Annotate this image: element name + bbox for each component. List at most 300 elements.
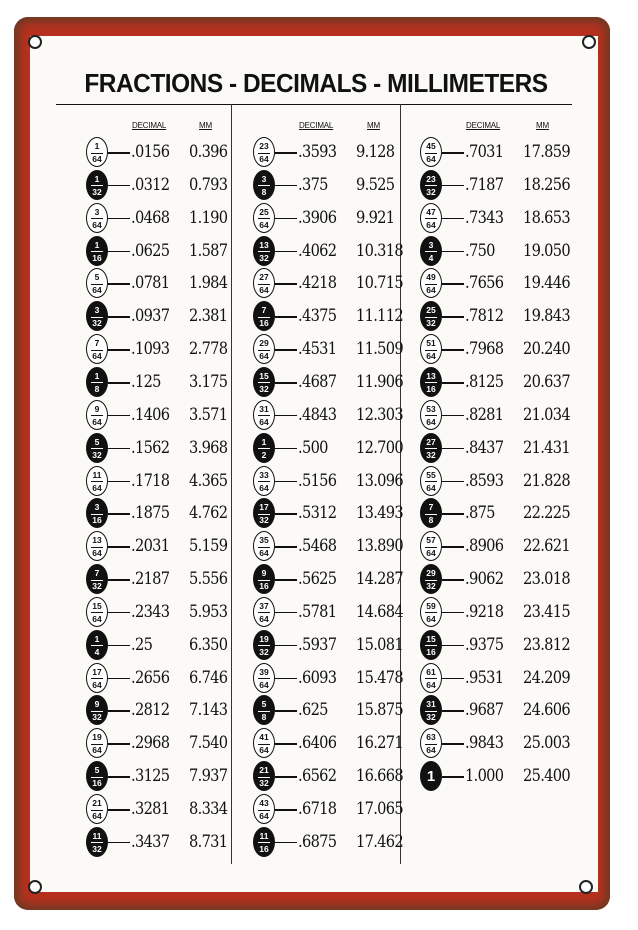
fraction-numerator: 3 bbox=[94, 305, 100, 316]
fraction-denominator: 64 bbox=[92, 416, 102, 427]
mm-value: 3.175 bbox=[189, 371, 228, 392]
decimal-value: .2031 bbox=[131, 536, 170, 557]
fraction-denominator: 64 bbox=[426, 219, 436, 230]
table-row bbox=[0, 597, 638, 629]
decimal-value: .750 bbox=[465, 240, 495, 261]
fraction-denominator: 32 bbox=[259, 383, 269, 394]
table-row bbox=[0, 794, 638, 826]
leader-line bbox=[442, 481, 464, 483]
fraction-numerator: 19 bbox=[259, 633, 269, 644]
fraction-numerator: 21 bbox=[92, 798, 102, 808]
decimal-value: .8281 bbox=[465, 404, 504, 425]
decimal-header-col1: DECIMAL bbox=[132, 121, 167, 130]
decimal-value: .6718 bbox=[298, 799, 337, 819]
fraction-numerator: 19 bbox=[92, 732, 102, 743]
fraction-denominator: 64 bbox=[426, 679, 436, 690]
fraction-badge bbox=[420, 268, 442, 298]
fraction-denominator: 64 bbox=[259, 416, 269, 427]
fraction-denominator: 64 bbox=[259, 219, 269, 230]
decimal-value: .2187 bbox=[131, 569, 170, 590]
decimal-value: .9687 bbox=[465, 700, 504, 721]
mm-value: 10.715 bbox=[356, 273, 404, 294]
mm-header-col2: MM bbox=[367, 121, 380, 130]
decimal-value: .5781 bbox=[298, 601, 337, 622]
fraction-denominator: 64 bbox=[259, 745, 269, 756]
mm-value: 19.050 bbox=[523, 240, 571, 261]
fraction-bar bbox=[425, 678, 437, 679]
decimal-value: .8593 bbox=[465, 470, 504, 491]
fraction-denominator: 64 bbox=[259, 548, 269, 559]
fraction-denominator: 64 bbox=[426, 351, 436, 362]
table-row bbox=[0, 728, 638, 760]
fraction-denominator: 8 bbox=[428, 515, 434, 526]
fraction-denominator: 16 bbox=[426, 383, 436, 394]
mm-value: 5.159 bbox=[189, 536, 228, 557]
fraction-numerator: 53 bbox=[426, 403, 436, 414]
mm-header-col3: MM bbox=[536, 121, 549, 130]
fraction-denominator: 64 bbox=[92, 745, 102, 756]
mm-value: 8.731 bbox=[189, 831, 228, 852]
table-row bbox=[0, 663, 638, 695]
table-row bbox=[0, 301, 638, 333]
fraction-numerator: 23 bbox=[259, 141, 269, 151]
table-row bbox=[0, 630, 638, 662]
decimal-value: .0468 bbox=[131, 207, 170, 228]
leader-line bbox=[442, 218, 464, 220]
fraction-denominator: 64 bbox=[92, 154, 102, 164]
fraction-numerator: 9 bbox=[94, 403, 100, 414]
fraction-numerator: 45 bbox=[426, 141, 436, 151]
table-row bbox=[0, 367, 638, 399]
fraction-numerator: 1 bbox=[94, 141, 100, 151]
fraction-denominator: 64 bbox=[259, 482, 269, 493]
fraction-numerator: 1 bbox=[94, 239, 100, 250]
mm-value: 3.968 bbox=[189, 437, 228, 458]
fraction-badge bbox=[420, 498, 442, 528]
decimal-value: .8437 bbox=[465, 437, 504, 458]
table-row bbox=[0, 268, 638, 300]
mm-value: 13.890 bbox=[356, 536, 404, 557]
fraction-denominator: 32 bbox=[259, 515, 269, 526]
decimal-value: .8125 bbox=[465, 371, 504, 392]
mm-value: 1.984 bbox=[189, 273, 228, 294]
fraction-badge bbox=[420, 301, 442, 331]
table-row bbox=[0, 400, 638, 432]
decimal-value: .7656 bbox=[465, 273, 504, 294]
leader-line bbox=[442, 448, 464, 450]
fraction-denominator: 32 bbox=[426, 712, 436, 723]
fraction-denominator: 64 bbox=[259, 811, 269, 821]
fraction-numerator: 51 bbox=[426, 338, 436, 349]
fraction-denominator: 64 bbox=[259, 285, 269, 296]
mm-value: 22.225 bbox=[523, 503, 571, 524]
decimal-value: .375 bbox=[298, 174, 328, 195]
mm-value: 15.081 bbox=[356, 634, 404, 655]
table-row bbox=[0, 695, 638, 727]
table-row bbox=[0, 564, 638, 596]
mm-value: 17.065 bbox=[356, 799, 404, 819]
fraction-numerator: 47 bbox=[426, 206, 436, 217]
decimal-value: .5625 bbox=[298, 569, 337, 590]
fraction-badge bbox=[420, 761, 442, 791]
leader-line bbox=[275, 809, 297, 811]
mounting-hole-bottom-right bbox=[579, 880, 593, 894]
decimal-value: .3281 bbox=[131, 799, 170, 819]
mm-value: 14.684 bbox=[356, 601, 404, 622]
fraction-denominator: 32 bbox=[92, 449, 102, 460]
decimal-value: .6875 bbox=[298, 831, 337, 852]
leader-line bbox=[442, 645, 464, 647]
fraction-numerator: 15 bbox=[92, 600, 102, 611]
fraction-numerator: 33 bbox=[259, 469, 269, 480]
fraction-numerator: 11 bbox=[92, 469, 102, 480]
fraction-numerator: 35 bbox=[259, 535, 269, 546]
mm-value: 16.271 bbox=[356, 733, 404, 754]
fraction-numerator: 41 bbox=[259, 732, 269, 743]
fraction-badge bbox=[420, 433, 442, 463]
mm-value: 14.287 bbox=[356, 569, 404, 590]
leader-line bbox=[442, 349, 464, 351]
fraction-numerator: 5 bbox=[94, 765, 100, 776]
mm-value: 21.828 bbox=[523, 470, 571, 491]
table-row bbox=[0, 433, 638, 465]
fraction-whole: 1 bbox=[426, 768, 436, 786]
fraction-denominator: 32 bbox=[426, 449, 436, 460]
mm-value: 7.937 bbox=[189, 766, 228, 787]
leader-line bbox=[442, 382, 464, 384]
fraction-numerator: 31 bbox=[426, 699, 436, 710]
fraction-bar bbox=[425, 448, 437, 449]
fraction-numerator: 3 bbox=[94, 502, 100, 513]
decimal-value: .6093 bbox=[298, 667, 337, 688]
fraction-numerator: 15 bbox=[426, 633, 436, 644]
decimal-value: .5937 bbox=[298, 634, 337, 655]
decimal-value: .0781 bbox=[131, 273, 170, 294]
decimal-value: .6406 bbox=[298, 733, 337, 754]
fraction-numerator: 13 bbox=[259, 239, 269, 250]
mm-value: 6.350 bbox=[189, 634, 228, 655]
fraction-numerator: 5 bbox=[94, 272, 100, 283]
decimal-value: .6562 bbox=[298, 766, 337, 787]
fraction-bar bbox=[425, 251, 437, 252]
decimal-value: .5312 bbox=[298, 503, 337, 524]
decimal-value: .0312 bbox=[131, 174, 170, 195]
mm-value: 24.209 bbox=[523, 667, 571, 688]
mm-value: 19.843 bbox=[523, 306, 571, 327]
mm-value: 5.953 bbox=[189, 601, 228, 622]
fraction-badge bbox=[253, 827, 275, 857]
decimal-value: .3593 bbox=[298, 142, 337, 162]
decimal-value: .2812 bbox=[131, 700, 170, 721]
mm-value: 18.256 bbox=[523, 174, 571, 195]
fraction-denominator: 64 bbox=[426, 154, 436, 164]
fraction-numerator: 11 bbox=[92, 830, 102, 841]
fraction-numerator: 7 bbox=[94, 338, 100, 349]
decimal-value: .2343 bbox=[131, 601, 170, 622]
decimal-value: .25 bbox=[131, 634, 153, 655]
fraction-denominator: 32 bbox=[426, 186, 436, 197]
fraction-numerator: 3 bbox=[261, 173, 267, 184]
decimal-value: .4687 bbox=[298, 371, 337, 392]
table-row bbox=[0, 761, 638, 793]
leader-line bbox=[442, 710, 464, 712]
decimal-value: .875 bbox=[465, 503, 495, 524]
mm-header-col1: MM bbox=[199, 121, 212, 130]
fraction-badge bbox=[420, 334, 442, 364]
fraction-denominator: 32 bbox=[92, 843, 102, 854]
fraction-numerator: 7 bbox=[428, 502, 434, 513]
fraction-denominator: 64 bbox=[426, 416, 436, 427]
fraction-denominator: 16 bbox=[92, 252, 102, 263]
mm-value: 6.746 bbox=[189, 667, 228, 688]
decimal-value: .5156 bbox=[298, 470, 337, 491]
fraction-denominator: 64 bbox=[92, 351, 102, 362]
fraction-denominator: 32 bbox=[426, 581, 436, 592]
decimal-value: .9062 bbox=[465, 569, 504, 590]
decimal-value: .1406 bbox=[131, 404, 170, 425]
fraction-badge bbox=[420, 728, 442, 758]
fraction-badge bbox=[420, 236, 442, 266]
fraction-denominator: 4 bbox=[428, 252, 434, 263]
fraction-denominator: 2 bbox=[261, 449, 267, 460]
decimal-value: .0156 bbox=[131, 142, 170, 162]
fraction-denominator: 32 bbox=[259, 252, 269, 263]
fraction-denominator: 16 bbox=[92, 515, 102, 526]
mm-value: 13.096 bbox=[356, 470, 404, 491]
table-row bbox=[0, 170, 638, 202]
fraction-denominator: 64 bbox=[92, 482, 102, 493]
mm-value: 0.793 bbox=[189, 174, 228, 195]
table-row bbox=[0, 137, 638, 169]
fraction-denominator: 32 bbox=[259, 778, 269, 789]
fraction-numerator: 1 bbox=[94, 370, 100, 381]
fraction-denominator: 64 bbox=[426, 613, 436, 624]
table-row bbox=[0, 498, 638, 530]
mm-value: 11.906 bbox=[356, 371, 404, 392]
mm-value: 17.462 bbox=[356, 831, 404, 852]
leader-line bbox=[442, 678, 464, 680]
mm-value: 4.762 bbox=[189, 503, 228, 524]
fraction-bar bbox=[425, 481, 437, 482]
fraction-denominator: 4 bbox=[94, 646, 100, 657]
fraction-numerator: 3 bbox=[94, 206, 100, 217]
fraction-badge bbox=[420, 564, 442, 594]
mm-value: 20.240 bbox=[523, 339, 571, 360]
fraction-denominator: 64 bbox=[92, 548, 102, 559]
fraction-denominator: 64 bbox=[92, 219, 102, 230]
mm-value: 9.525 bbox=[356, 174, 395, 195]
fraction-denominator: 16 bbox=[259, 581, 269, 592]
mm-value: 24.606 bbox=[523, 700, 571, 721]
leader-line bbox=[442, 152, 464, 154]
fraction-denominator: 16 bbox=[259, 318, 269, 329]
mm-value: 7.143 bbox=[189, 700, 228, 721]
fraction-numerator: 61 bbox=[426, 666, 436, 677]
mm-value: 5.556 bbox=[189, 569, 228, 590]
fraction-badge bbox=[420, 695, 442, 725]
title-underline bbox=[56, 104, 572, 105]
fraction-badge bbox=[420, 597, 442, 627]
fraction-numerator: 13 bbox=[92, 535, 102, 546]
table-row bbox=[0, 236, 638, 268]
leader-line bbox=[442, 415, 464, 417]
fraction-numerator: 9 bbox=[261, 568, 267, 579]
leader-line bbox=[442, 579, 464, 581]
fraction-numerator: 3 bbox=[428, 239, 434, 250]
decimal-value: .3906 bbox=[298, 207, 337, 228]
fraction-denominator: 64 bbox=[426, 285, 436, 296]
mm-value: 21.431 bbox=[523, 437, 571, 458]
fraction-denominator: 16 bbox=[426, 646, 436, 657]
fraction-numerator: 43 bbox=[259, 798, 269, 808]
decimal-value: .4531 bbox=[298, 339, 337, 360]
mm-value: 2.778 bbox=[189, 339, 228, 360]
leader-line bbox=[442, 185, 464, 187]
decimal-header-col3: DECIMAL bbox=[466, 121, 501, 130]
fraction-numerator: 37 bbox=[259, 600, 269, 611]
fraction-numerator: 25 bbox=[426, 305, 436, 316]
fraction-denominator: 64 bbox=[92, 613, 102, 624]
fraction-badge bbox=[420, 466, 442, 496]
decimal-value: .125 bbox=[131, 371, 161, 392]
fraction-numerator: 59 bbox=[426, 600, 436, 611]
mm-value: 9.128 bbox=[356, 142, 395, 162]
mm-value: 3.571 bbox=[189, 404, 228, 425]
mm-value: 23.415 bbox=[523, 601, 571, 622]
mm-value: 11.112 bbox=[356, 306, 404, 327]
mm-value: 12.700 bbox=[356, 437, 404, 458]
decimal-value: .7031 bbox=[465, 142, 504, 162]
decimal-value: .9531 bbox=[465, 667, 504, 688]
leader-line bbox=[442, 283, 464, 285]
fraction-denominator: 64 bbox=[92, 811, 102, 821]
decimal-value: .1718 bbox=[131, 470, 170, 491]
mm-value: 20.637 bbox=[523, 371, 571, 392]
fraction-numerator: 27 bbox=[259, 272, 269, 283]
mounting-hole-bottom-left bbox=[28, 880, 42, 894]
fraction-denominator: 64 bbox=[259, 154, 269, 164]
fraction-numerator: 25 bbox=[259, 206, 269, 217]
mm-value: 9.921 bbox=[356, 207, 395, 228]
fraction-denominator: 32 bbox=[92, 581, 102, 592]
leader-line bbox=[442, 612, 464, 614]
decimal-value: .7343 bbox=[465, 207, 504, 228]
fraction-numerator: 9 bbox=[94, 699, 100, 710]
fraction-badge bbox=[253, 794, 275, 824]
fraction-badge bbox=[420, 531, 442, 561]
decimal-value: .4843 bbox=[298, 404, 337, 425]
fraction-badge bbox=[420, 170, 442, 200]
decimal-value: 1.000 bbox=[465, 766, 504, 787]
leader-line bbox=[442, 316, 464, 318]
mm-value: 8.334 bbox=[189, 799, 228, 819]
fraction-numerator: 17 bbox=[259, 502, 269, 513]
mm-value: 1.587 bbox=[189, 240, 228, 261]
table-row bbox=[0, 334, 638, 366]
mounting-hole-top-right bbox=[582, 35, 596, 49]
decimal-value: .9843 bbox=[465, 733, 504, 754]
mm-value: 15.478 bbox=[356, 667, 404, 688]
decimal-value: .4375 bbox=[298, 306, 337, 327]
fraction-denominator: 64 bbox=[426, 482, 436, 493]
table-row bbox=[0, 466, 638, 498]
decimal-value: .9375 bbox=[465, 634, 504, 655]
mm-value: 25.003 bbox=[523, 733, 571, 754]
decimal-value: .2968 bbox=[131, 733, 170, 754]
fraction-denominator: 32 bbox=[426, 318, 436, 329]
fraction-denominator: 64 bbox=[259, 351, 269, 362]
chart-title: FRACTIONS - DECIMALS - MILLIMETERS bbox=[84, 68, 548, 98]
fraction-numerator: 7 bbox=[261, 305, 267, 316]
decimal-value: .7812 bbox=[465, 306, 504, 327]
leader-line bbox=[442, 743, 464, 745]
decimal-value: .500 bbox=[298, 437, 328, 458]
mm-value: 13.493 bbox=[356, 503, 404, 524]
fraction-denominator: 8 bbox=[261, 186, 267, 197]
fraction-numerator: 1 bbox=[94, 173, 100, 184]
decimal-value: .1093 bbox=[131, 339, 170, 360]
decimal-value: .0937 bbox=[131, 306, 170, 327]
fraction-denominator: 32 bbox=[92, 712, 102, 723]
fraction-numerator: 63 bbox=[426, 732, 436, 743]
fraction-denominator: 16 bbox=[259, 843, 269, 854]
decimal-value: .3437 bbox=[131, 831, 170, 852]
mm-value: 12.303 bbox=[356, 404, 404, 425]
fraction-badge bbox=[420, 400, 442, 430]
fraction-numerator: 15 bbox=[259, 370, 269, 381]
leader-line bbox=[275, 842, 297, 844]
fraction-badge bbox=[420, 663, 442, 693]
decimal-value: .3125 bbox=[131, 766, 170, 787]
fraction-badge bbox=[420, 203, 442, 233]
fraction-numerator: 23 bbox=[426, 173, 436, 184]
mm-value: 16.668 bbox=[356, 766, 404, 787]
decimal-value: .1875 bbox=[131, 503, 170, 524]
fraction-denominator: 32 bbox=[259, 646, 269, 657]
table-row bbox=[0, 203, 638, 235]
fraction-denominator: 64 bbox=[92, 285, 102, 296]
fraction-numerator: 55 bbox=[426, 469, 436, 480]
mm-value: 10.318 bbox=[356, 240, 404, 261]
mounting-hole-top-left bbox=[28, 35, 42, 49]
mm-value: 11.509 bbox=[356, 339, 404, 360]
fraction-numerator: 57 bbox=[426, 535, 436, 546]
fraction-numerator: 5 bbox=[261, 699, 267, 710]
decimal-value: .1562 bbox=[131, 437, 170, 458]
decimal-header-col2: DECIMAL bbox=[299, 121, 334, 130]
fraction-numerator: 17 bbox=[92, 666, 102, 677]
leader-line bbox=[442, 251, 464, 253]
fraction-denominator: 64 bbox=[426, 548, 436, 559]
mm-value: 21.034 bbox=[523, 404, 571, 425]
mm-value: 19.446 bbox=[523, 273, 571, 294]
fraction-denominator: 32 bbox=[92, 186, 102, 197]
fraction-badge bbox=[420, 630, 442, 660]
mm-value: 2.381 bbox=[189, 306, 228, 327]
fraction-denominator: 16 bbox=[92, 778, 102, 789]
mm-value: 22.621 bbox=[523, 536, 571, 557]
leader-line bbox=[442, 513, 464, 515]
fraction-denominator: 64 bbox=[426, 745, 436, 756]
fraction-denominator: 64 bbox=[92, 679, 102, 690]
mm-value: 1.190 bbox=[189, 207, 228, 228]
fraction-numerator: 27 bbox=[426, 436, 436, 447]
fraction-denominator: 32 bbox=[92, 318, 102, 329]
fraction-numerator: 7 bbox=[94, 568, 100, 579]
decimal-value: .5468 bbox=[298, 536, 337, 557]
mm-value: 17.859 bbox=[523, 142, 571, 162]
fraction-numerator: 31 bbox=[259, 403, 269, 414]
